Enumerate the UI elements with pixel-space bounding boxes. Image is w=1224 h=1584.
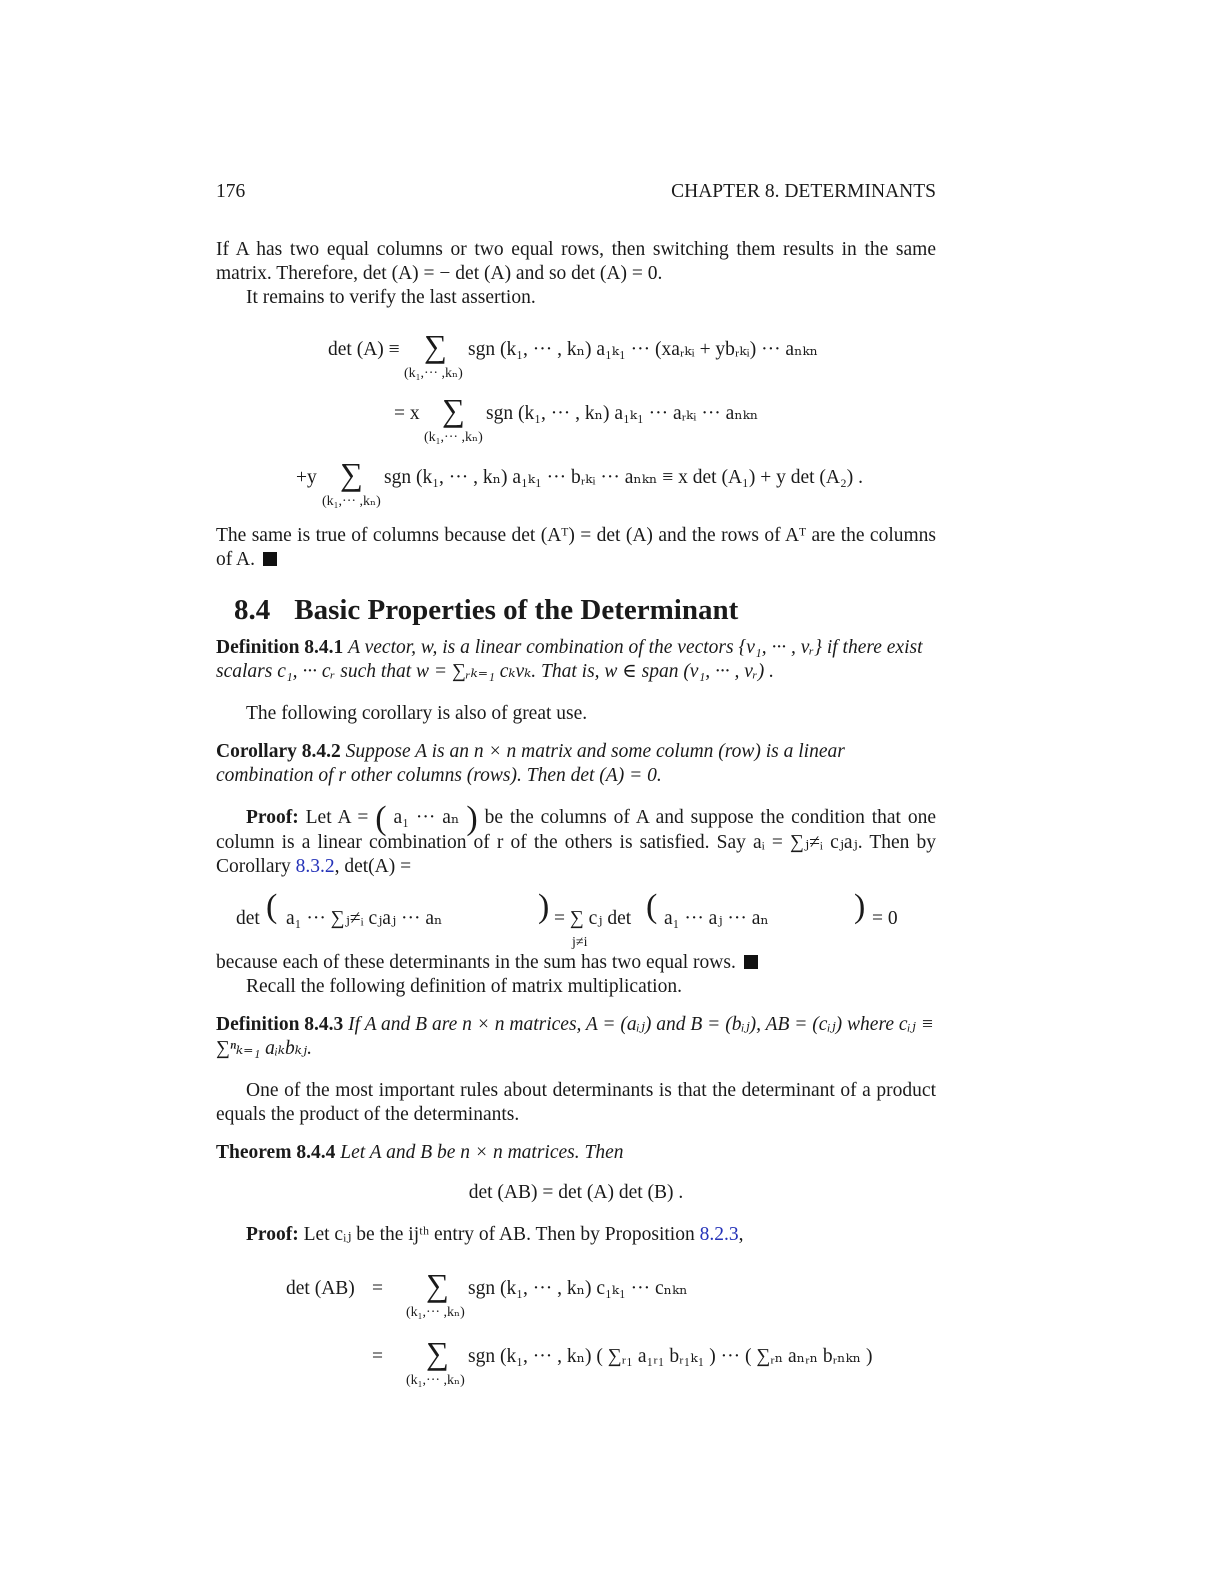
definition-8-4-3 [216,1013,936,1061]
theorem-equation: det (AB) = det (A) det (B) . [468,1182,684,1203]
sum-limits: j≠i [572,935,588,950]
page-number: 176 [216,181,246,202]
theorem-8-4-4 [216,1141,936,1205]
eq-mid: = ∑ cⱼ det [554,908,632,929]
sum-limits: (k₁,··· ,kₙ) [404,366,463,381]
section-title: Basic Properties of the Determinant [294,594,739,626]
matrix-columns: a₁ ··· aₙ [393,807,460,828]
eq-body: sgn (k₁, ··· , kₙ) a₁ₖ₁ ··· (xaᵣₖᵢ + ybᵣₖᵢ) ··· aₙₖₙ [468,339,819,360]
sum-limits: (k₁,··· ,kₙ) [322,494,381,509]
paragraph: because each of these determinants in the sum has two equal rows. [216,951,936,975]
eq-sign: = [372,1278,383,1299]
corollary-link[interactable]: 8.3.2 [295,856,335,877]
definition-label: Definition 8.4.3 [216,1014,344,1035]
sum-symbol: ∑ [340,456,363,492]
definition-label: Definition 8.4.1 [216,637,344,658]
eq-lhs: det (A) ≡ [328,339,400,360]
sum-symbol: ∑ [424,328,447,364]
section-heading [234,594,936,626]
paragraph: The same is true of columns because det (Aᵀ) = det (A) and the rows of Aᵀ are the columns of A. [216,525,936,570]
paragraph: One of the most important rules about determinants is that the determinant of a product equals the product of the determinants. [216,1080,936,1125]
proof-label: Proof: [246,1224,299,1245]
theorem-text: Let A and B be n × n matrices. Then [340,1142,624,1163]
qed-icon [744,955,758,969]
proof-paragraph: Proof: Let A = ( a₁ ··· aₙ ) be the columns of A and suppose the condition that one column is a linear combination of r of the others is satisfied. Say aᵢ = ∑ⱼ≠ᵢ cⱼaⱼ. Then by Corollary 8.3.2, det(A) = [216,800,937,877]
definition-text: A vector, w, is a linear combination of the vectors {v₁, ··· , vᵣ} if there exist scalars c₁, ··· cᵣ such that w = ∑ᵣₖ₌₁ cₖvₖ. That is, w ∈ span (v₁, ··· , vᵣ) . [216,637,923,682]
sum-symbol: ∑ [426,1267,449,1303]
sum-limits: (k₁,··· ,kₙ) [406,1305,465,1320]
theorem-label: Theorem 8.4.4 [216,1142,336,1163]
sum-limits: (k₁,··· ,kₙ) [406,1373,465,1388]
equation-2 [216,386,936,450]
corollary-text: Suppose A is an n × n matrix and some column (row) is a linear combination of r other columns (rows). Then det (A) = 0. [216,741,845,786]
eq-body: sgn (k₁, ··· , kₙ) a₁ₖ₁ ··· aᵣₖᵢ ··· aₙₖₙ [486,403,759,424]
sum-symbol: ∑ [442,392,465,428]
sum-symbol: ∑ [426,1335,449,1371]
eq-lhs: det (AB) [286,1278,355,1299]
definition-text: If A and B are n × n matrices, A = (aᵢⱼ) and B = (bᵢⱼ), AB = (cᵢⱼ) where cᵢⱼ ≡ ∑ⁿₖ₌₁ aᵢₖbₖⱼ. [216,1014,934,1059]
chapter-title: CHAPTER 8. DETERMINANTS [671,181,936,202]
corollary-label: Corollary 8.4.2 [216,741,341,762]
matrix-2: a₁ ··· aⱼ ··· aₙ [664,908,769,929]
equation-3 [216,450,936,514]
eq-lhs: det [236,908,260,929]
qed-icon [263,552,277,566]
proof-paragraph: Proof: Let cᵢⱼ be the ijᵗʰ entry of AB. Then by Proposition 8.2.3, [246,1224,744,1245]
eq-sign: = [372,1346,383,1367]
equation-5 [216,1261,936,1325]
paragraph: It remains to verify the last assertion. [246,287,536,308]
eq-lead: +y [296,467,317,488]
equation-1 [216,322,936,386]
definition-8-4-1 [216,636,936,684]
section-number: 8.4 [234,594,271,626]
paragraph: Recall the following definition of matrix multiplication. [246,976,682,997]
equation-4: det ( a₁ ··· ∑ⱼ≠ᵢ cⱼaⱼ ··· aₙ ) = ∑ cⱼ det j≠i ( a₁ ··· aⱼ ··· aₙ ) = 0 [216,889,936,951]
corollary-8-4-2 [216,740,936,788]
proposition-link[interactable]: 8.2.3 [699,1224,739,1245]
eq-body: sgn (k₁, ··· , kₙ) ( ∑ᵣ₁ a₁ᵣ₁ bᵣ₁ₖ₁ ) ··· ( ∑ᵣₙ aₙᵣₙ bᵣₙₖₙ ) [468,1346,873,1367]
matrix-1: a₁ ··· ∑ⱼ≠ᵢ cⱼaⱼ ··· aₙ [286,908,443,929]
paragraph: If A has two equal columns or two equal rows, then switching them results in the same matrix. Therefore, det (A) = − det (A) and so det (A) = 0. [216,239,936,284]
eq-lead: = x [394,403,420,424]
page [216,180,936,1395]
eq-body: sgn (k₁, ··· , kₙ) a₁ₖ₁ ··· bᵣₖᵢ ··· aₙₖₙ ≡ x det (A₁) + y det (A₂) . [384,467,864,488]
running-head [216,180,936,210]
eq-rhs: = 0 [872,908,898,929]
sum-limits: (k₁,··· ,kₙ) [424,430,483,445]
paragraph: The following corollary is also of great use. [246,703,588,724]
eq-body: sgn (k₁, ··· , kₙ) c₁ₖ₁ ··· cₙₖₙ [468,1278,688,1299]
proof-label: Proof: [246,807,299,828]
equation-6 [216,1325,936,1395]
